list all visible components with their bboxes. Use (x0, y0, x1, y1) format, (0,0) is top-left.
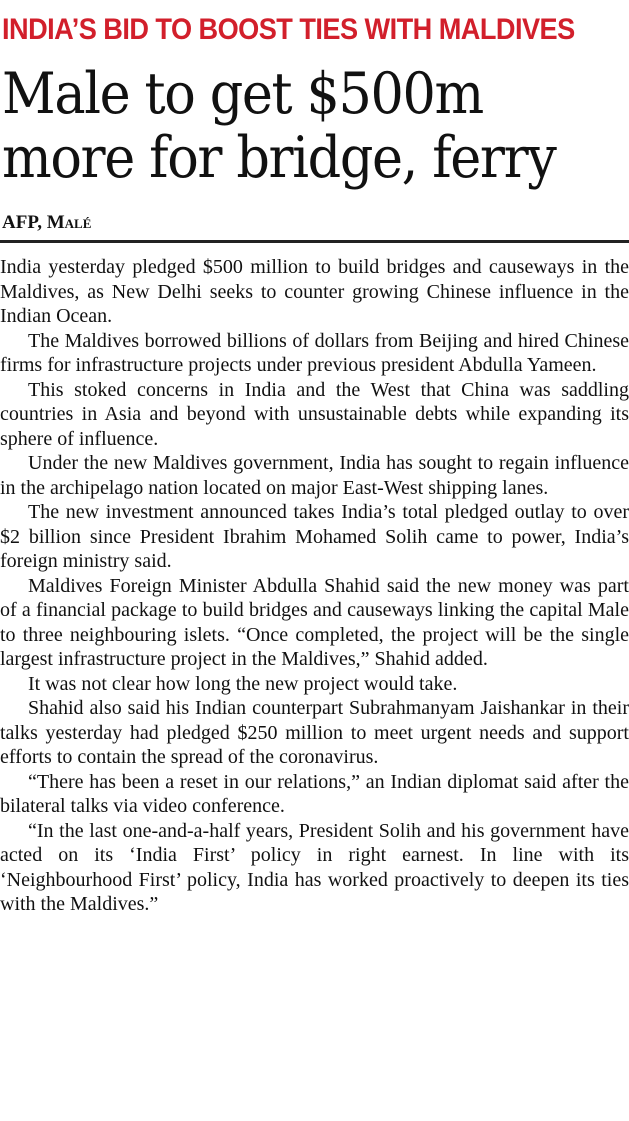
kicker: INDIA’S BID TO BOOST TIES WITH MALDIVES (2, 13, 575, 46)
paragraph: “In the last one-and-a-half years, President Solih and his government have acted on its ‘India First’ policy in right earnest. In line with its ‘Neighbourhood First’ policy, India has worked proactively to deepen its ties with the Maldives.” (0, 819, 629, 915)
paragraph: The new investment announced takes India’s total pledged outlay to over $2 billion since President Ibrahim Mohamed Solih came to power, India’s foreign ministry said. (0, 501, 629, 572)
paragraph: Maldives Foreign Minister Abdulla Shahid said the new money was part of a financial package to build bridges and causeways linking the capital Male to three neighbouring islets. “Once completed, the project will be the single largest infrastructure project in the Maldives,” Shahid added. (0, 574, 629, 670)
paragraph: This stoked concerns in India and the West that China was saddling countries in Asia and beyond with unsustainable debts while expanding its sphere of influence. (0, 378, 629, 450)
paragraph: “There has been a reset in our relations,” an Indian diplomat said after the bilateral talks via video conference. (0, 770, 629, 817)
byline (2, 211, 91, 235)
headline (2, 62, 579, 190)
paragraph: The Maldives borrowed billions of dollars from Beijing and hired Chinese firms for infrastructure projects under previous president Abdulla Yameen. (0, 329, 629, 376)
paragraph: Under the new Maldives government, India has sought to regain influence in the archipelago nation located on major East-West shipping lanes. (0, 452, 629, 499)
article-body (0, 255, 629, 917)
byline-place: Malé (46, 212, 92, 233)
headline-line-2: more for bridge, ferry (2, 125, 556, 191)
paragraph: It was not clear how long the new project would take. (28, 672, 458, 695)
divider-rule (0, 240, 629, 243)
paragraph: Shahid also said his Indian counterpart Subrahmanyam Jaishankar in their talks yesterday had pledged $250 million to meet urgent needs and support efforts to contain the spread of the coronavirus. (0, 697, 629, 768)
byline-agency: AFP, (2, 212, 42, 233)
paragraph: India yesterday pledged $500 million to build bridges and causeways in the Maldives, as New Delhi seeks to counter growing Chinese influence in the Indian Ocean. (0, 256, 629, 327)
headline-line-1: Male to get $500m (2, 61, 483, 127)
